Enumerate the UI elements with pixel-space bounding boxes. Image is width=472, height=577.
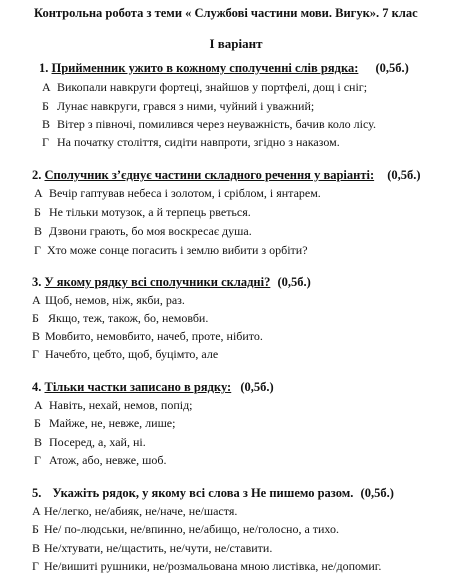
option-text: Навіть, нехай, немов, попід;	[49, 398, 193, 412]
question-4-heading	[32, 380, 274, 395]
question-text: Прийменник ужито в кожному сполученні слів рядка:	[51, 61, 359, 75]
option-text: Начебто, цебто, щоб, буцімто, але	[45, 347, 219, 361]
option-text: Атож, або, невже, шоб.	[49, 453, 167, 467]
question-1-option-c	[42, 117, 376, 132]
question-3-option-c	[32, 329, 263, 344]
option-text: Щоб, немов, ніж, якби, раз.	[45, 293, 185, 307]
option-letter: В	[34, 224, 43, 238]
question-text: Тільки частки записано в рядку:	[44, 380, 232, 394]
question-2-option-a	[34, 186, 321, 201]
question-2-option-b	[34, 205, 251, 220]
question-1-option-a	[42, 80, 367, 95]
variant-heading: І варіант	[209, 36, 263, 51]
question-1-option-b	[42, 99, 314, 114]
option-letter: А	[32, 504, 41, 518]
option-text: Не/вишиті рушники, не/розмальована мною листівка, не/допомиг.	[44, 559, 382, 573]
question-number: 4.	[32, 380, 42, 394]
option-text: Не/ по-людськи, не/впинно, не/абищо, не/голосно, а тихо.	[44, 522, 339, 536]
option-letter: Г	[32, 347, 39, 361]
option-letter: Г	[42, 135, 49, 149]
option-text: Майже, не, невже, лише;	[49, 416, 176, 430]
question-4-option-d	[34, 453, 166, 468]
option-text: Посеред, а, хай, ні.	[49, 435, 146, 449]
option-letter: В	[42, 117, 51, 131]
option-text: Якщо, теж, також, бо, немовби.	[48, 311, 209, 325]
question-5-option-c	[32, 541, 272, 556]
option-text: На початку століття, сидіти навпроти, згідно з наказом.	[57, 135, 340, 149]
question-5-option-d	[32, 559, 381, 574]
option-letter: Б	[34, 205, 41, 219]
question-3-option-a	[32, 293, 185, 308]
question-1-heading	[39, 61, 409, 76]
option-text: Не/легко, не/абияк, не/наче, не/шастя.	[44, 504, 238, 518]
option-text: Мовбито, немовбито, начеб, проте, нібито.	[45, 329, 263, 343]
option-text: Дзвони грають, бо моя воскресає душа.	[49, 224, 252, 238]
option-letter: А	[42, 80, 51, 94]
question-3-option-d	[32, 347, 218, 362]
worksheet-title: Контрольна робота з теми « Службові частини мови. Вигук». 7 клас	[34, 6, 418, 20]
question-1-option-d	[42, 135, 340, 150]
option-letter: Б	[34, 416, 41, 430]
option-letter: Б	[32, 522, 39, 536]
question-number: 5.	[32, 486, 42, 500]
option-letter: В	[32, 329, 41, 343]
question-3-option-b	[32, 311, 208, 326]
option-text: Не/хтувати, не/щастить, не/чути, не/ставити.	[44, 541, 273, 555]
question-5-option-b	[32, 522, 339, 537]
question-number: 3.	[32, 275, 42, 289]
question-number: 1.	[39, 61, 49, 75]
option-letter: Г	[32, 559, 39, 573]
question-2-option-c	[34, 224, 252, 239]
option-text: Не тільки мотузок, а й терпець рветься.	[49, 205, 251, 219]
option-letter: А	[34, 186, 43, 200]
option-text: Викопали навкруги фортеці, знайшов у портфелі, дощ і сніг;	[57, 80, 368, 94]
option-text: Вечір гаптував небеса і золотом, і сріблом, і янтарем.	[49, 186, 321, 200]
question-points: (0,5б.)	[360, 486, 394, 500]
question-2-heading	[32, 168, 421, 183]
option-text: Хто може сонце погасить і землю вибити з орбіти?	[47, 243, 308, 257]
question-3-heading	[32, 275, 311, 290]
question-points: (0,5б.)	[277, 275, 311, 289]
question-4-option-a	[34, 398, 193, 413]
option-letter: Б	[42, 99, 49, 113]
question-points: (0,5б.)	[387, 168, 421, 182]
option-letter: Г	[34, 243, 41, 257]
question-text: У якому рядку всі сполучники складні?	[44, 275, 271, 289]
question-number: 2.	[32, 168, 42, 182]
option-text: Лунає навкруги, грався з ними, чуйний і уважний;	[57, 99, 315, 113]
option-letter: А	[34, 398, 43, 412]
question-2-option-d	[34, 243, 308, 258]
question-points: (0,5б.)	[375, 61, 409, 75]
option-letter: А	[32, 293, 41, 307]
question-5-heading	[32, 486, 394, 501]
question-4-option-c	[34, 435, 146, 450]
question-points: (0,5б.)	[240, 380, 274, 394]
option-letter: В	[34, 435, 43, 449]
option-letter: Г	[34, 453, 41, 467]
option-letter: Б	[32, 311, 39, 325]
question-text: Укажіть рядок, у якому всі слова з Не пишемо разом.	[52, 486, 354, 500]
option-letter: В	[32, 541, 41, 555]
option-text: Вітер з півночі, помилився через неуважність, бачив коло лісу.	[57, 117, 376, 131]
question-5-option-a	[32, 504, 237, 519]
question-text: Сполучник з’єднує частини складного речення у варіанті:	[44, 168, 375, 182]
question-4-option-b	[34, 416, 175, 431]
